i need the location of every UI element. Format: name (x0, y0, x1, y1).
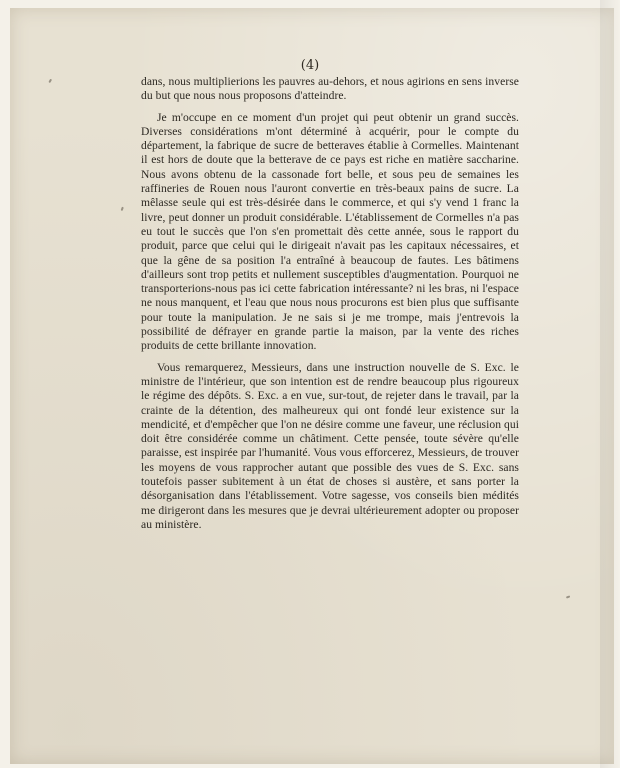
paragraph-ministerial-instruction: Vous remarquerez, Messieurs, dans une instruction nouvelle de S. Exc. le ministre de l'intérieur, que son intention est de rendre beaucoup plus rigoureux le régime des dépôts. S. Exc. a en vue, sur-tout, de rejeter dans le travail, par la crainte de la détention, des malheureux qui ont fondé leur existence sur la mendicité, et d'empêcher que l'on ne désire comme une faveur, une réclusion qui doit être considérée comme un châtiment. Cette pensée, toute sévère qu'elle paraisse, est inspirée par l'humanité. Vous vous efforcerez, Messieurs, de trouver les moyens de vous rapprocher autant que possible des vues de S. Exc. sans toutefois passer subitement à un état de choses si austère, et sans porter la désorganisation dans l'établissement. Votre sagesse, vos conseils bien médités me dirigeront dans les mesures que je devrai ultérieurement adopter ou proposer au ministère. (141, 360, 519, 531)
paragraph-sugar-factory: Je m'occupe en ce moment d'un projet qui peut obtenir un grand succès. Diverses considérations m'ont déterminé à acquérir, pour le compte du département, la fabrique de sucre de betteraves établie à Cormelles. Maintenant il est hors de doute que la betterave de ce pays est riche en matière saccharine. Nous avons obtenu de la cassonade fort belle, et sous peu de semaines les raffineries de Rouen nous l'auront convertie en très-beaux pains de sucre. La mêlasse seule qui est très-désirée dans le commerce, et qui s'y vend 1 franc la livre, peut donner un produit considérable. L'établissement de Cormelles n'a pas eu tout le succès que l'on s'en promettait dès cette année, sous le rapport du produit, parce que celui qui le dirigeait n'avait pas les capitaux nécessaires, et que la gêne de sa position l'a entraîné à beaucoup de fautes. Les bâtimens d'ailleurs sont trop petits et nullement susceptibles d'augmentation. Pourquoi ne transporterions-nous pas ici cette fabrication intéressante? ni les bras, ni l'espace ne nous manquent, et l'eau que nous nous procurons est bien plus que suffisante pour toute la manipulation. Je ne sais si je me trompe, mais j'entrevois la possibilité de défrayer en grande partie la maison, par la vente des riches produits de cette brillante innovation. (141, 110, 519, 353)
body-text (141, 75, 519, 532)
page-edge-shadow (600, 0, 620, 768)
paragraph-continuation: dans, nous multiplierions les pauvres au-dehors, et nous agirions en sens inverse du but que nous nous proposons d'atteindre. (141, 75, 519, 103)
page-number: (4) (300, 58, 320, 73)
